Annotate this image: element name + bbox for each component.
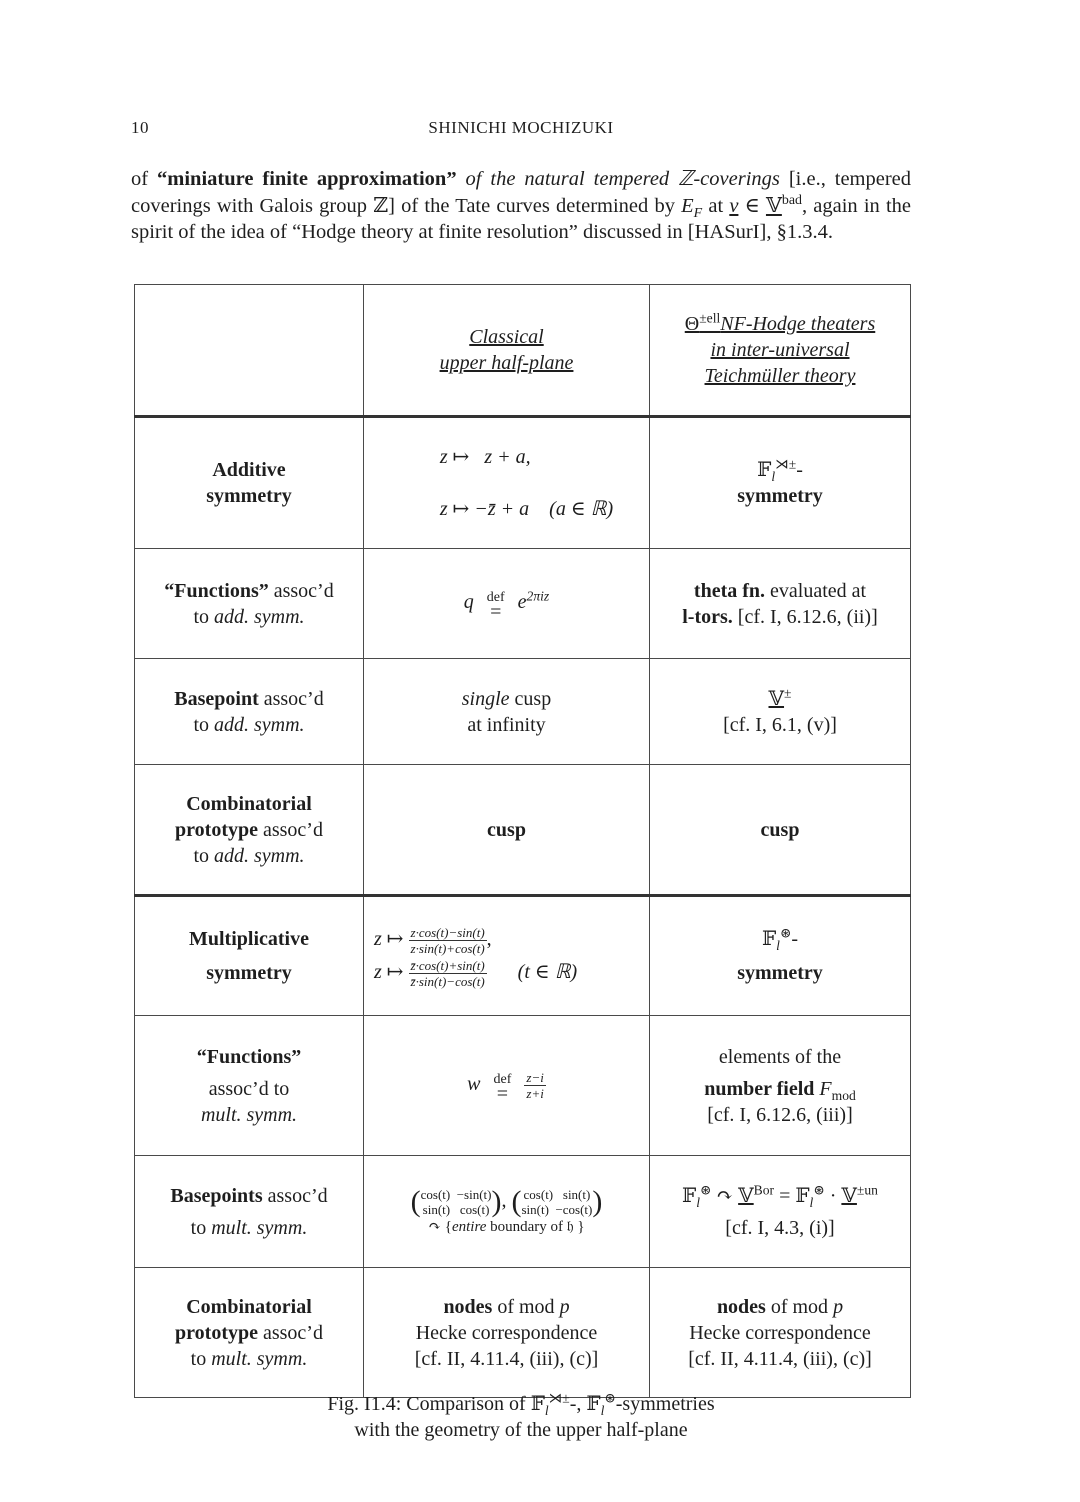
fraction-numerator: z·cos(t)−sin(t) xyxy=(410,925,485,940)
cell-text: of mod xyxy=(492,1295,560,1318)
caption-sub: l xyxy=(544,1403,549,1418)
table-row-add-prototype xyxy=(135,765,911,896)
formula-fraction xyxy=(409,958,487,989)
column-header-iut xyxy=(650,285,911,417)
math-sub: mod xyxy=(831,1087,856,1103)
label-text: add. symm. xyxy=(214,844,305,867)
page-header xyxy=(131,118,911,142)
label-text: Combinatorial xyxy=(186,792,312,815)
label-text: assoc’d xyxy=(257,1321,323,1344)
label-text: to xyxy=(193,713,214,736)
math-sup: ⊛ xyxy=(699,1181,712,1197)
label-text: Additive xyxy=(212,459,286,481)
label-text: assoc’d xyxy=(262,1184,328,1207)
math-sup: ⊛ xyxy=(779,925,792,941)
intro-math: E xyxy=(681,194,694,217)
cell-text: [cf. I, 6.1, (v)] xyxy=(723,713,837,736)
cell-text: l-tors. xyxy=(682,605,733,628)
classical-cell xyxy=(364,549,650,659)
cell-text: symmetry xyxy=(737,962,823,984)
intro-math: v xyxy=(729,194,739,217)
math-symbol: p xyxy=(833,1295,844,1318)
cell-text: [cf. I, 6.12.6, (iii)] xyxy=(707,1103,853,1126)
classical-cell xyxy=(364,896,650,1016)
table-row-mult-basepoints xyxy=(135,1156,911,1268)
table-row-add-basepoint xyxy=(135,659,911,765)
matrix-row: cos(t) sin(t) xyxy=(523,1186,591,1202)
column-header-classical xyxy=(364,285,650,417)
label-text: add. symm. xyxy=(214,713,305,736)
cell-text: at infinity xyxy=(467,713,546,736)
table-row-additive-symmetry xyxy=(135,417,911,549)
label-text: Basepoint xyxy=(174,687,259,710)
cell-text: entire xyxy=(451,1218,487,1235)
cell-text: nodes xyxy=(443,1295,493,1318)
page-number: 10 xyxy=(131,118,149,137)
cell-text: [cf. I, 4.3, (i)] xyxy=(725,1216,835,1239)
math-sup: ⋊± xyxy=(775,456,797,472)
math-text: - xyxy=(791,928,799,950)
math-sub: l xyxy=(809,1194,814,1210)
iut-cell: cusp xyxy=(650,765,911,896)
math-symbol: 𝔽 xyxy=(761,928,777,950)
fraction-numerator: z−i xyxy=(526,1070,544,1085)
table-row-mult-functions xyxy=(135,1016,911,1156)
label-text: to xyxy=(190,1347,212,1370)
cell-text: symmetry xyxy=(737,485,823,507)
formula-text: z ↦ xyxy=(374,928,404,951)
label-text: assoc’d xyxy=(257,818,323,841)
math-symbol: 𝕍 xyxy=(841,1184,857,1207)
header-math: Θ xyxy=(684,313,700,335)
label-text: assoc’d xyxy=(268,579,334,602)
caption-sup: ⋊± xyxy=(548,1390,570,1406)
intro-paragraph xyxy=(131,166,911,246)
iut-cell xyxy=(650,1156,911,1268)
formula-text: z ↦ z + a, xyxy=(439,446,531,468)
cell-text: of mod xyxy=(765,1295,834,1318)
math-symbol: 𝔽 xyxy=(682,1184,697,1207)
header-text: Teichmüller theory xyxy=(704,365,856,387)
label-text: assoc’d to xyxy=(208,1077,290,1100)
math-symbol: p xyxy=(559,1295,570,1318)
label-text: symmetry xyxy=(206,485,292,507)
label-text: prototype xyxy=(175,818,258,841)
cell-text: theta fn. xyxy=(693,579,766,602)
classical-cell xyxy=(364,659,650,765)
caption-sub: l xyxy=(600,1403,605,1418)
row-label xyxy=(135,659,364,765)
matrix xyxy=(522,1187,593,1217)
math-sub: l xyxy=(776,938,780,953)
math-symbol: 𝕍 xyxy=(738,1184,754,1207)
label-text: “Functions” xyxy=(196,1045,302,1068)
math-sub: l xyxy=(696,1194,700,1210)
formula-text: q xyxy=(463,591,474,614)
fraction-denominator: z·sin(t)+cos(t) xyxy=(410,941,485,956)
intro-text: at xyxy=(702,194,730,217)
classical-cell: cusp xyxy=(364,765,650,896)
header-text: in inter-universal xyxy=(710,339,850,361)
label-text: to xyxy=(190,1216,212,1239)
table-row-multiplicative-symmetry xyxy=(135,896,911,1016)
math-sub: l xyxy=(771,469,776,484)
classical-cell xyxy=(364,1016,650,1156)
iut-cell xyxy=(650,1016,911,1156)
caption-text: with the geometry of the upper half-plane xyxy=(354,1419,688,1441)
formula-fraction xyxy=(524,1070,545,1101)
fraction-denominator: z̄·sin(t)−cos(t) xyxy=(410,973,485,989)
intro-text: [i.e., tempered coverings with Galois group ℤ] of the Tate curves determined by xyxy=(131,168,912,217)
label-text: assoc’d xyxy=(258,687,324,710)
math-symbol: 𝔽 xyxy=(757,459,772,481)
running-head: SHINICHI MOCHIZUKI xyxy=(428,118,614,137)
formula-def: def xyxy=(493,1071,512,1087)
classical-cell: ( cos(t) −sin(t) sin(t) cos(t) ), ( cos(t) sin(t) sin(t) −cos(t) ) ↷ {entire boundary of 𝔥 } xyxy=(364,1156,650,1268)
table-header-row xyxy=(135,285,911,417)
table-cell-empty xyxy=(135,285,364,417)
header-math-sup: ±ell xyxy=(699,310,721,326)
row-label xyxy=(135,1268,364,1398)
label-text: Basepoints xyxy=(170,1184,263,1207)
math-sup: Bor xyxy=(753,1181,775,1197)
matrix xyxy=(421,1187,492,1217)
math-sup: ±un xyxy=(856,1181,878,1197)
header-text: upper half-plane xyxy=(439,352,574,374)
formula-text: e xyxy=(517,591,527,614)
label-text: mult. symm. xyxy=(211,1347,308,1370)
iut-cell xyxy=(650,659,911,765)
intro-math-sup: bad xyxy=(781,192,802,208)
intro-math: 𝕍 xyxy=(765,194,782,217)
caption-sup: ⊛ xyxy=(604,1390,616,1406)
classical-cell xyxy=(364,417,650,549)
formula-fraction xyxy=(409,925,487,956)
label-text: mult. symm. xyxy=(200,1103,298,1126)
math-sup: ⊛ xyxy=(813,1181,825,1197)
cell-text: [cf. II, 4.11.4, (iii), (c)] xyxy=(688,1347,872,1370)
label-text: to xyxy=(193,605,214,628)
caption-text: -symmetries xyxy=(615,1393,715,1415)
iut-cell xyxy=(650,1268,911,1398)
row-label xyxy=(135,417,364,549)
intro-text: ∈ xyxy=(738,194,766,217)
iut-cell xyxy=(650,417,911,549)
formula-def: def xyxy=(486,589,505,605)
iut-cell xyxy=(650,549,911,659)
cell-text: cusp xyxy=(509,687,552,710)
intro-text: , again in the spirit of the idea of “Hodge theory at finite resolution” discussed in [HASurI], §1.3.4. xyxy=(131,194,912,243)
cell-text: elements of the xyxy=(718,1045,842,1068)
intro-bold-phrase: “miniature finite approximation” xyxy=(157,168,457,190)
cell-text: single xyxy=(461,687,510,710)
row-label xyxy=(135,549,364,659)
formula-text: z ↦ xyxy=(374,961,404,983)
intro-math-sub: F xyxy=(693,205,703,221)
formula-eq: = xyxy=(490,600,502,623)
classical-cell xyxy=(364,1268,650,1398)
label-text: Multiplicative xyxy=(189,928,309,950)
math-sup: ± xyxy=(784,684,792,700)
row-label xyxy=(135,896,364,1016)
comparison-table xyxy=(134,284,911,1398)
figure-caption xyxy=(131,1391,911,1443)
cell-text: [cf. II, 4.11.4, (iii), (c)] xyxy=(414,1347,599,1370)
label-text: mult. symm. xyxy=(211,1216,308,1239)
matrix-row: sin(t) −cos(t) xyxy=(521,1201,593,1217)
table-row-add-functions xyxy=(135,549,911,659)
math-text: ↷ xyxy=(711,1184,739,1207)
intro-text: of xyxy=(131,168,158,190)
cell-text: nodes xyxy=(716,1295,766,1318)
formula-text: z ↦ −z̄ + a (a ∈ ℝ) xyxy=(439,498,614,520)
math-text: · xyxy=(824,1184,842,1207)
cell-text: boundary of 𝔥 } xyxy=(486,1218,585,1235)
row-label xyxy=(135,765,364,896)
header-text: NF-Hodge theaters xyxy=(720,313,876,335)
label-text: prototype xyxy=(175,1321,258,1344)
row-label xyxy=(135,1156,364,1268)
table-row-mult-prototype xyxy=(135,1268,911,1398)
label-text: Combinatorial xyxy=(186,1295,312,1318)
fraction-denominator: z+i xyxy=(526,1086,544,1101)
cell-text: number field xyxy=(704,1077,815,1100)
formula-sup: 2πiz xyxy=(526,588,550,604)
cell-text: Hecke correspondence xyxy=(689,1321,871,1344)
matrix-row: cos(t) −sin(t) xyxy=(420,1186,492,1202)
cell-text: Hecke correspondence xyxy=(415,1321,598,1344)
label-text: to xyxy=(193,844,214,867)
formula-eq: = xyxy=(496,1082,509,1105)
math-text: - xyxy=(796,459,803,481)
math-symbol: 𝕍 xyxy=(768,687,785,710)
math-text: = 𝔽 xyxy=(774,1184,810,1207)
row-label xyxy=(135,1016,364,1156)
fraction-numerator: z̄·cos(t)+sin(t) xyxy=(410,957,485,973)
label-text: add. symm. xyxy=(214,605,305,628)
intro-italic-phrase: of the natural tempered ℤ-coverings xyxy=(456,168,780,190)
cell-text: evaluated at xyxy=(765,579,867,602)
caption-text: Fig. I1.4: Comparison of 𝔽 xyxy=(327,1393,545,1415)
math-symbol: F xyxy=(819,1077,832,1100)
caption-text: -, 𝔽 xyxy=(569,1393,601,1415)
header-text: Classical xyxy=(469,326,544,348)
formula-text: , xyxy=(486,928,492,951)
formula-text: (t ∈ ℝ) xyxy=(517,961,578,983)
matrix-row: sin(t) cos(t) xyxy=(422,1201,490,1217)
cell-text: [cf. I, 6.12.6, (ii)] xyxy=(732,605,878,628)
label-text: “Functions” xyxy=(164,579,269,602)
cell-text: ↷ { xyxy=(428,1218,452,1235)
formula-text: w xyxy=(467,1073,481,1096)
iut-cell xyxy=(650,896,911,1016)
label-text: symmetry xyxy=(206,962,292,984)
